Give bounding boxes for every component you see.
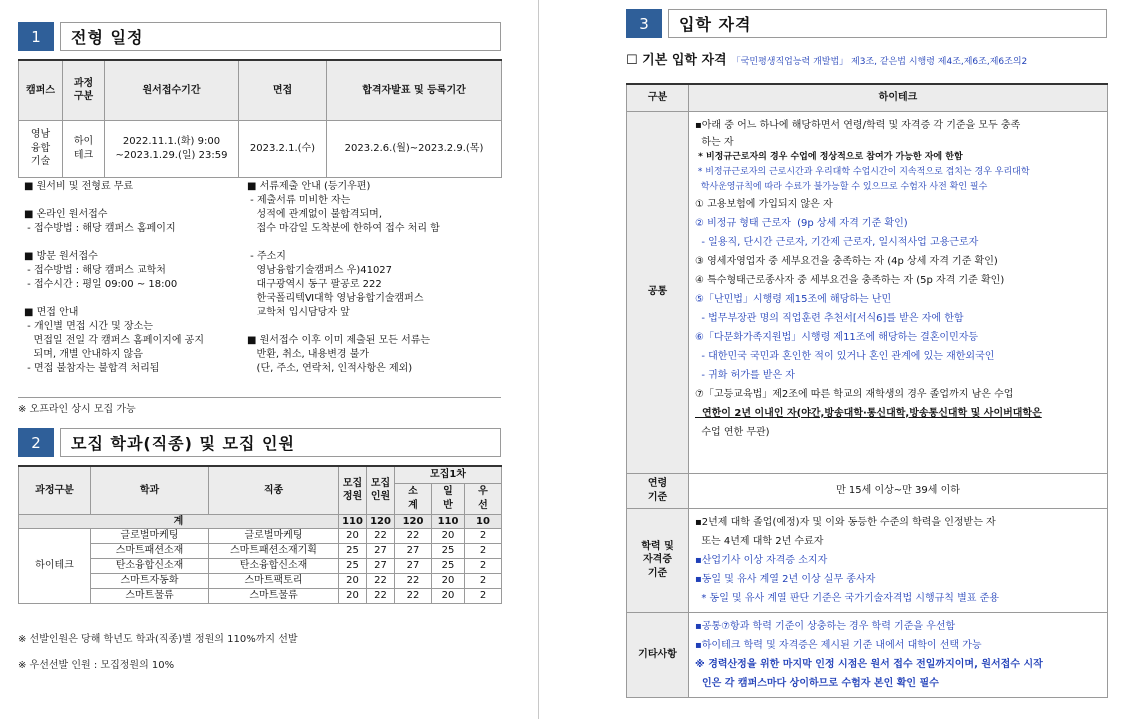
common-line: ⑦「고등교육법」제2조에 따른 학교의 재학생의 경우 졸업까지 남은 수업: [695, 388, 1014, 400]
section-2-header: [18, 428, 501, 457]
common-line: - 일용직, 단시간 근로자, 기간제 근로자, 일시적사업 고용근로자: [695, 236, 979, 248]
cell-campus: 영남 융합 기술: [19, 120, 63, 177]
dept-cell: 스마트물류: [91, 589, 209, 604]
edu-row: [627, 508, 1108, 612]
value-cell: 20: [432, 574, 465, 589]
info-line: [24, 236, 249, 250]
info-line: ■ 원서접수 이후 이미 제출된 모든 서류는: [247, 335, 431, 346]
common-line: ▪아래 중 어느 하나에 해당하면서 연령/학력 및 자격증 각 기준을 모두 충족: [695, 119, 1021, 131]
info-line: [24, 194, 249, 208]
info-line: 되며, 개별 안내하지 않음: [24, 349, 143, 360]
edu-content: [689, 508, 1108, 612]
value-cell: 25: [339, 559, 367, 574]
info-box: [18, 176, 501, 398]
common-label: 공통: [627, 111, 689, 473]
etc-label: 기타사항: [627, 612, 689, 697]
value-cell: 25: [432, 559, 465, 574]
table-row: [19, 589, 502, 604]
info-line: [247, 320, 497, 334]
value-cell: 25: [432, 544, 465, 559]
header-interview: 면접: [239, 60, 327, 120]
info-line: (단, 주소, 연락처, 인적사항은 제외): [247, 363, 413, 374]
info-line: 교학처 입시담당자 앞: [247, 307, 350, 318]
header-dept: 학과: [91, 466, 209, 514]
value-cell: 27: [395, 559, 432, 574]
job-cell: 스마트팩토리: [209, 574, 339, 589]
dept-cell: 탄소융합신소재: [91, 559, 209, 574]
basic-label: ☐ 기본 입학 자격: [626, 53, 727, 68]
common-row: [627, 111, 1108, 473]
info-line: 면접일 전일 각 캠퍼스 홈페이지에 공지: [24, 335, 204, 346]
total-label: 계: [19, 514, 339, 529]
table-row: [19, 544, 502, 559]
note-priority: ※ 우선선발 인원 : 모집정원의 10%: [18, 660, 175, 671]
total-value: 120: [367, 514, 395, 529]
edu-line: ▪동일 및 유사 계열 2년 이상 실무 종사자: [695, 573, 876, 585]
info-line: ■ 방문 원서접수: [24, 251, 98, 262]
edu-line: ▪산업기사 이상 자격증 소지자: [695, 554, 828, 566]
common-line: ① 고용보험에 가입되지 않은 자: [695, 198, 833, 210]
section-title: 모집 학과(직종) 및 모집 인원: [60, 428, 501, 457]
etc-line: 인은 각 캠퍼스마다 상이하므로 수험자 본인 확인 필수: [695, 677, 939, 689]
info-line: ■ 원서비 및 전형료 무료: [24, 181, 134, 192]
common-line: ② 비정규 형태 근로자 (9p 상세 자격 기준 확인): [695, 217, 908, 229]
common-line: 연한이 2년 이내인 자(야간,방송대학·통신대학,방송통신대학 및 사이버대학은: [695, 407, 1042, 419]
edu-line: * 동일 및 유사 계열 판단 기준은 국가기술자격법 시행규칙 별표 준용: [695, 592, 999, 604]
info-line: - 면접 불참자는 불합격 처리됨: [24, 363, 160, 374]
left-page: [0, 0, 538, 719]
info-line: - 제출서류 미비한 자는: [247, 195, 351, 206]
age-row: [627, 473, 1108, 508]
etc-line: ※ 경력산정을 위한 마지막 인정 시점은 원서 접수 전일까지이며, 원서접수 시작: [695, 658, 1043, 670]
common-line: * 비정규근로자의 근로시간과 우리대학 수업시간이 지속적으로 겹치는 경우 우리대학: [695, 166, 1030, 177]
common-line: ③ 영세자영업자 중 세부요건을 충족하는 자 (4p 상세 자격 기준 확인): [695, 255, 998, 267]
value-cell: 20: [339, 574, 367, 589]
cell-apply: 2022.11.1.(화) 9:00 ~2023.1.29.(일) 23:59: [105, 120, 239, 177]
section-number: 3: [626, 9, 662, 38]
header-people: 모집 인원: [367, 466, 395, 514]
total-row: [19, 514, 502, 529]
common-line: ⑥「다문화가족지원법」시행령 제11조에 해당하는 결혼이민자등: [695, 331, 979, 343]
header-apply: 원서접수기간: [105, 60, 239, 120]
offline-note: ※ 오프라인 상시 모집 가능: [18, 404, 136, 415]
table-row: [19, 559, 502, 574]
header-campus: 캠퍼스: [19, 60, 63, 120]
value-cell: 22: [395, 529, 432, 544]
info-line: 반환, 취소, 내용변경 불가: [247, 349, 370, 360]
etc-row: [627, 612, 1108, 697]
info-line: ■ 면접 안내: [24, 307, 79, 318]
info-line: - 개인별 면접 시간 및 장소는: [24, 321, 153, 332]
dept-cell: 스마트자동화: [91, 574, 209, 589]
age-label: 연령 기준: [627, 473, 689, 508]
cell-result: 2023.2.6.(월)~2023.2.9.(목): [327, 120, 502, 177]
table-row: [19, 574, 502, 589]
header-course: 과정구분: [19, 466, 91, 514]
value-cell: 25: [339, 544, 367, 559]
value-cell: 22: [395, 589, 432, 604]
header-first-round: 모집1차: [395, 466, 502, 483]
value-cell: 22: [367, 574, 395, 589]
value-cell: 27: [367, 559, 395, 574]
value-cell: 27: [395, 544, 432, 559]
common-line: * 비정규근로자의 경우 수업에 정상적으로 참여가 가능한 자에 한함: [695, 151, 963, 162]
page-divider: [538, 0, 539, 719]
info-line: 접수 마감일 도착분에 한하여 접수 처리 함: [247, 223, 440, 234]
value-cell: 2: [465, 574, 502, 589]
info-line: ■ 온라인 원서접수: [24, 209, 108, 220]
info-line: [247, 236, 497, 250]
table-row: [19, 529, 502, 544]
total-value: 10: [465, 514, 502, 529]
header-category: 구분: [627, 84, 689, 111]
common-line: - 대한민국 국민과 혼인한 적이 있거나 혼인 관계에 있는 재한외국인: [695, 350, 995, 362]
info-line: ■ 서류제출 안내 (등기우편): [247, 181, 371, 192]
info-line: - 접수시간 : 평일 09:00 ~ 18:00: [24, 279, 178, 290]
edu-line: 또는 4년제 대학 2년 수료자: [695, 535, 824, 547]
value-cell: 2: [465, 559, 502, 574]
section-title: 입학 자격: [668, 9, 1107, 38]
course-name: 하이테크: [19, 529, 91, 604]
total-value: 110: [339, 514, 367, 529]
job-cell: 스마트패션소재기획: [209, 544, 339, 559]
value-cell: 2: [465, 529, 502, 544]
cell-course: 하이 테크: [63, 120, 105, 177]
section-number: 2: [18, 428, 54, 457]
info-line: 한국폴리텍Ⅵ대학 영남융합기술캠퍼스: [247, 293, 424, 304]
value-cell: 2: [465, 544, 502, 559]
info-line: 성적에 관계없이 불합격되며,: [247, 209, 382, 220]
header-priority: 우 선: [465, 483, 502, 514]
section-number: 1: [18, 22, 54, 51]
info-line: - 주소지: [247, 251, 286, 262]
dept-cell: 스마트패션소재: [91, 544, 209, 559]
section-title: 전형 일정: [60, 22, 501, 51]
info-line: 영남융합기술캠퍼스 우)41027: [247, 265, 393, 276]
header-general: 일 반: [432, 483, 465, 514]
section-3-header: [626, 9, 1107, 38]
value-cell: 22: [395, 574, 432, 589]
schedule-table: [18, 59, 502, 178]
header-quota: 모집 정원: [339, 466, 367, 514]
common-line: ④ 특수형태근로종사자 중 세부요건을 충족하는 자 (5p 자격 기준 확인): [695, 274, 1005, 286]
etc-line: ▪하이테크 학력 및 자격증은 제시된 기준 내에서 대학이 선택 가능: [695, 639, 982, 651]
basic-qualification: [626, 49, 1027, 68]
info-right: [247, 180, 497, 376]
value-cell: 20: [432, 529, 465, 544]
common-line: - 귀화 허가를 받은 자: [695, 369, 795, 381]
basic-law: 「국민평생직업능력 개발법」 제3조, 같은법 시행령 제4조,제6조,제6조의2: [731, 57, 1028, 67]
value-cell: 20: [339, 529, 367, 544]
job-cell: 탄소융합신소재: [209, 559, 339, 574]
section-1-header: [18, 22, 501, 51]
total-value: 120: [395, 514, 432, 529]
recruit-table: [18, 465, 502, 604]
info-line: - 접수방법 : 해당 캠퍼스 교학처: [24, 265, 166, 276]
total-value: 110: [432, 514, 465, 529]
age-content: 만 15세 이상~만 39세 이하: [689, 473, 1108, 508]
header-result: 합격자발표 및 등록기간: [327, 60, 502, 120]
info-left: [24, 180, 249, 376]
info-line: 대구광역시 동구 팔공로 222: [247, 279, 382, 290]
common-content: [689, 111, 1108, 473]
etc-line: ▪공통⑦항과 학력 기준이 상충하는 경우 학력 기준을 우선함: [695, 620, 956, 632]
note-quota: ※ 선발인원은 당해 학년도 학과(직종)별 정원의 110%까지 선발: [18, 634, 298, 645]
common-line: ⑤「난민법」시행령 제15조에 해당하는 난민: [695, 293, 892, 305]
value-cell: 20: [432, 589, 465, 604]
job-cell: 스마트물류: [209, 589, 339, 604]
value-cell: 2: [465, 589, 502, 604]
dept-cell: 글로벌마케팅: [91, 529, 209, 544]
value-cell: 20: [339, 589, 367, 604]
common-line: 학사운영규칙에 따라 수료가 불가능할 수 있으므로 수험자 사전 확인 필수: [695, 181, 988, 192]
info-line: - 접수방법 : 해당 캠퍼스 홈페이지: [24, 223, 176, 234]
common-line: - 법무부장관 명의 직업훈련 추천서[서식6]를 받은 자에 한함: [695, 312, 964, 324]
common-line: 하는 자: [695, 136, 734, 148]
header-course: 과정 구분: [63, 60, 105, 120]
etc-content: [689, 612, 1108, 697]
common-line: 수업 연한 무관): [695, 426, 770, 438]
right-page: [568, 0, 1141, 719]
header-subtotal: 소 계: [395, 483, 432, 514]
value-cell: 27: [367, 544, 395, 559]
value-cell: 22: [367, 589, 395, 604]
cell-interview: 2023.2.1.(수): [239, 120, 327, 177]
qualification-table: [626, 83, 1108, 698]
header-hightech: 하이테크: [689, 84, 1108, 111]
header-job: 직종: [209, 466, 339, 514]
value-cell: 22: [367, 529, 395, 544]
job-cell: 글로벌마케팅: [209, 529, 339, 544]
info-line: [24, 292, 249, 306]
edu-line: ▪2년제 대학 졸업(예정)자 및 이와 동등한 수준의 학력을 인정받는 자: [695, 516, 996, 528]
edu-label: 학력 및 자격증 기준: [627, 508, 689, 612]
